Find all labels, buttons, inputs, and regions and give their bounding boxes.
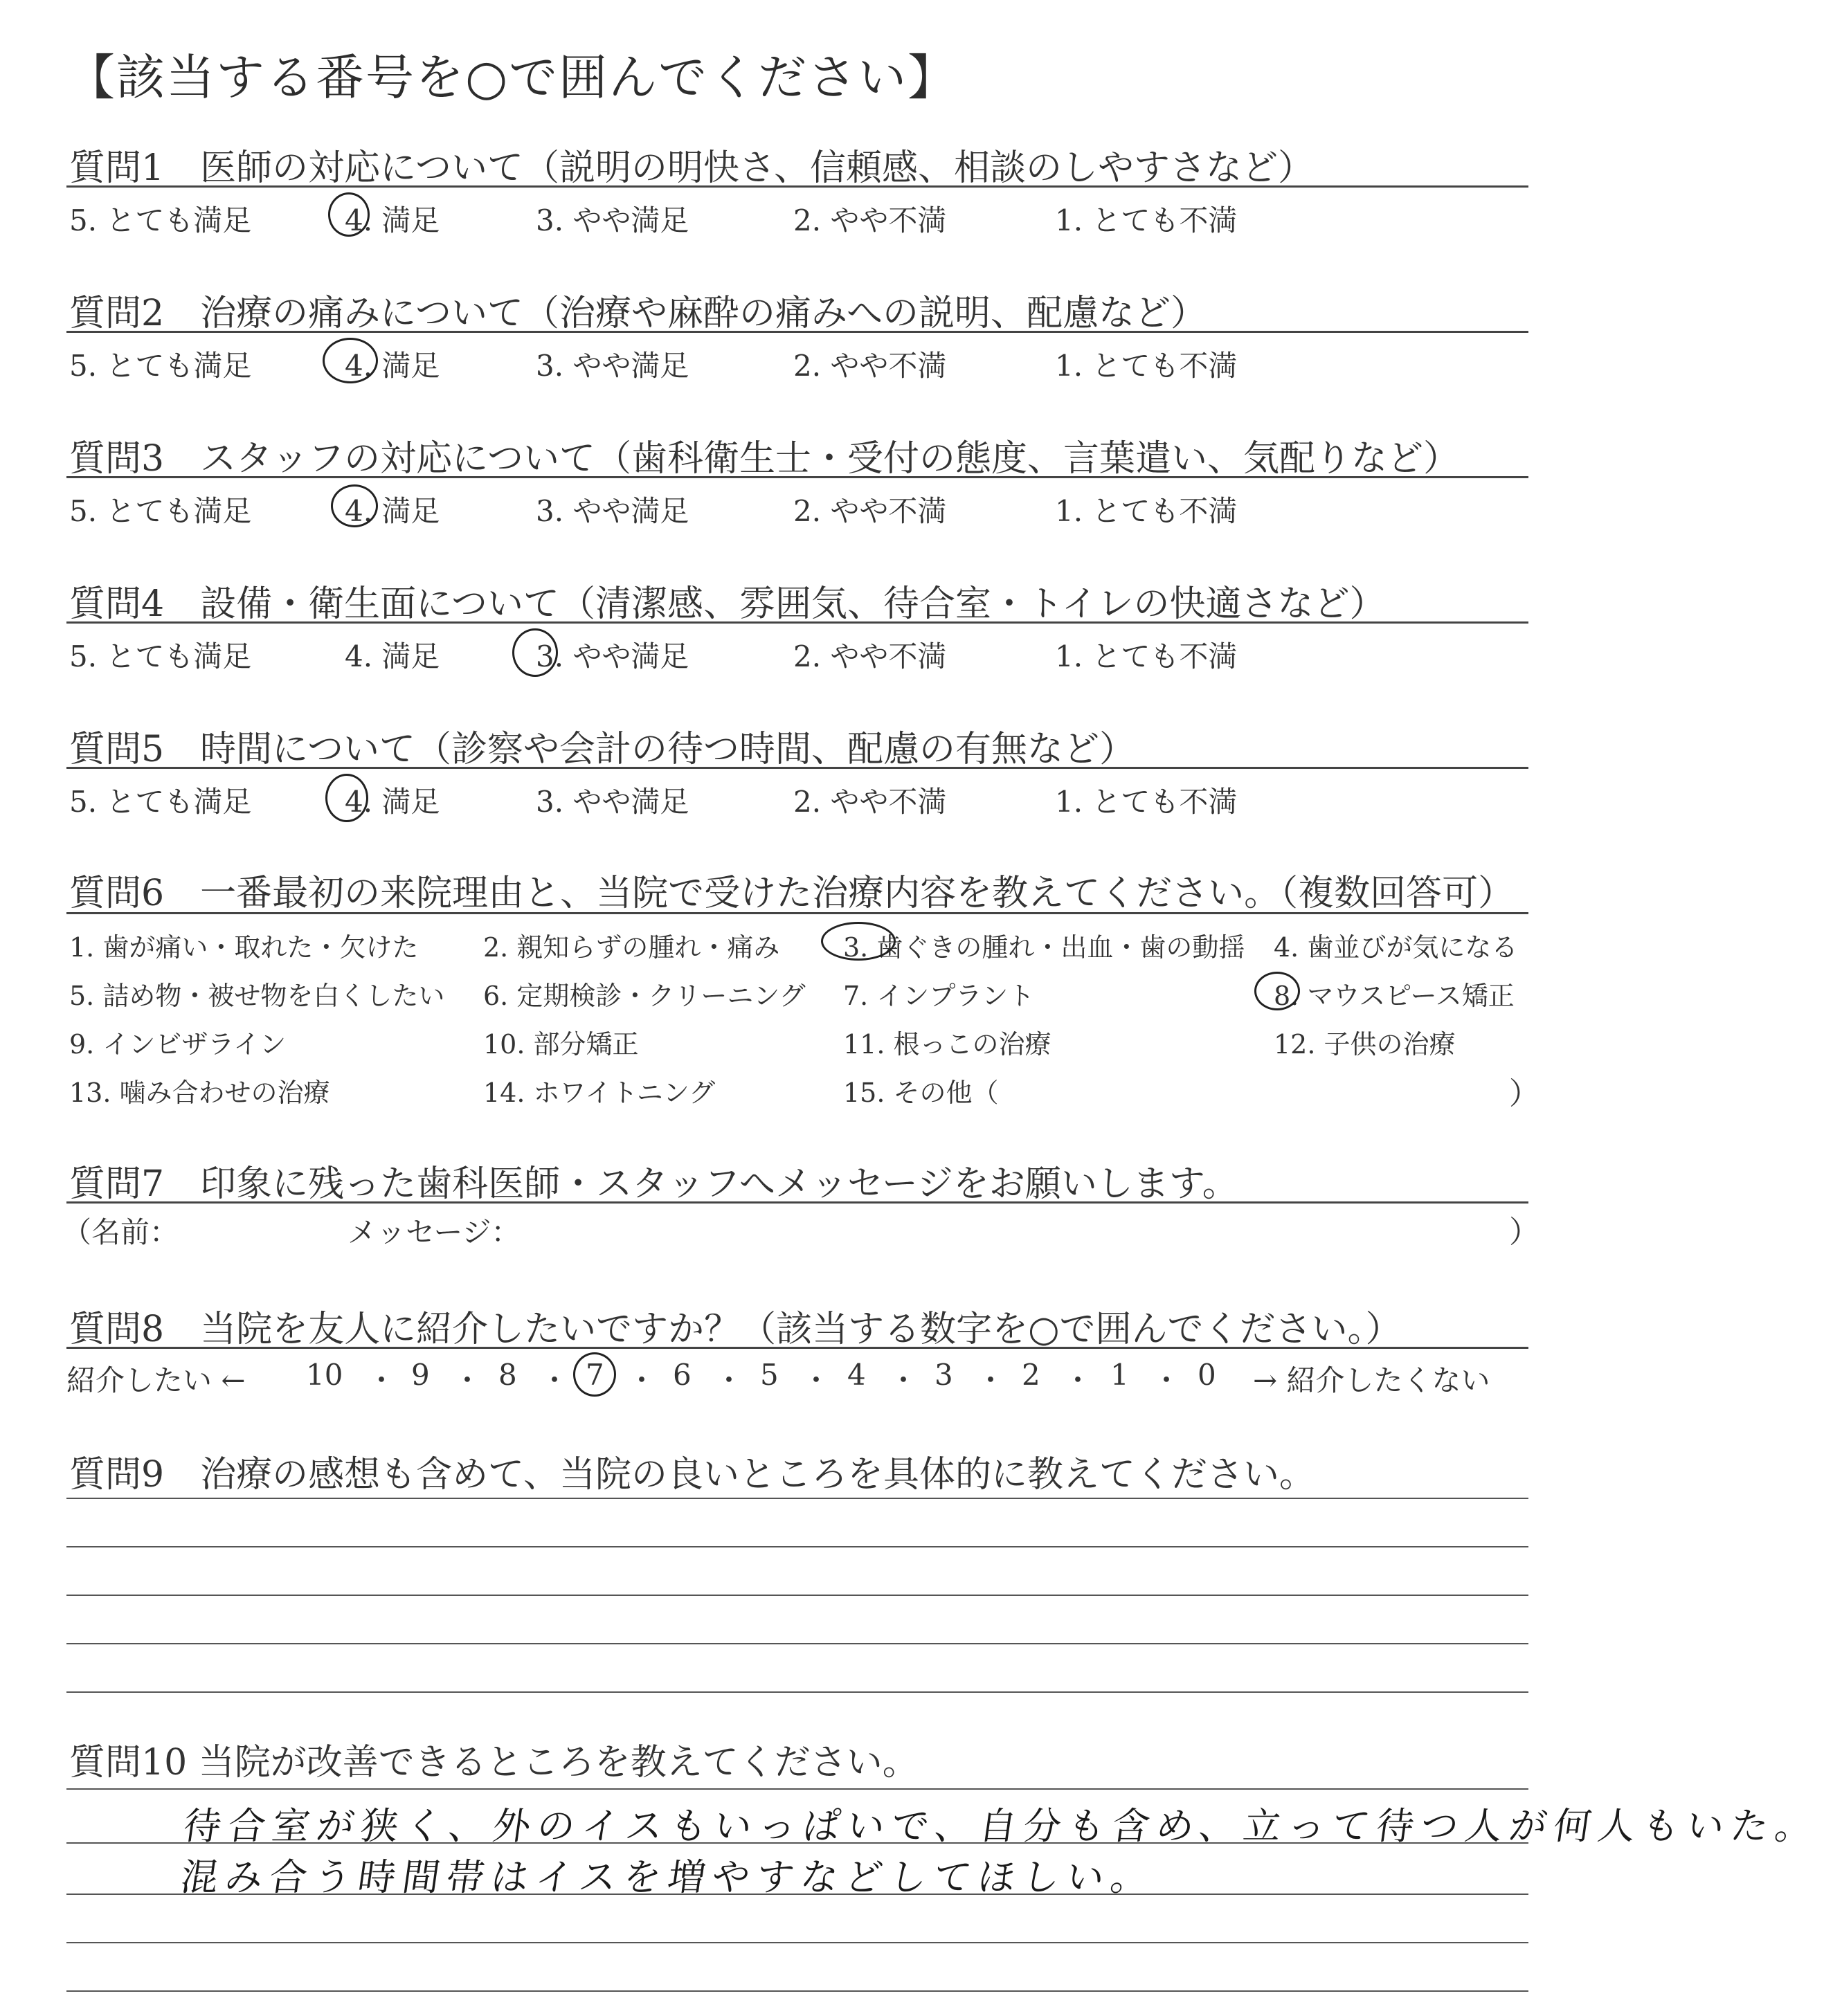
answer-line	[66, 1546, 1528, 1547]
question-6-title: 質問6 一番最初の来院理由と、当院で受けた治療内容を教えてください。（複数回答可）	[69, 873, 1515, 914]
treatment-item[interactable]: 10. 部分矯正	[483, 1029, 639, 1060]
selection-circle	[573, 1352, 616, 1397]
option-3[interactable]: 3. やや満足	[536, 494, 689, 528]
option-4[interactable]: 4. 満足	[345, 785, 440, 819]
answer-line	[66, 1788, 1528, 1790]
treatment-item[interactable]: 6. 定期検診・クリーニング	[483, 981, 806, 1011]
option-3[interactable]: 3. やや満足	[536, 349, 689, 383]
question-1-divider	[66, 185, 1528, 188]
option-4[interactable]: 4. 満足	[345, 494, 440, 528]
scale-separator: ・	[1063, 1363, 1093, 1397]
option-2[interactable]: 2. やや不満	[793, 785, 947, 819]
other-close-paren: ）	[1509, 1076, 1539, 1111]
option-4[interactable]: 4. 満足	[345, 349, 440, 383]
option-2[interactable]: 2. やや不満	[793, 494, 947, 528]
question-5-title: 質問5 時間について（診察や会計の待つ時間、配慮の有無など）	[69, 729, 1136, 770]
treatment-item[interactable]: 15. その他（	[843, 1078, 999, 1108]
question-10-title: 質問10 当院が改善できるところを教えてください。	[69, 1742, 919, 1783]
option-5[interactable]: 5. とても満足	[69, 639, 252, 673]
option-4[interactable]: 4. 満足	[345, 639, 440, 673]
scale-separator: ・	[627, 1363, 657, 1397]
option-5[interactable]: 5. とても満足	[69, 785, 252, 819]
answer-line	[66, 1691, 1528, 1693]
treatment-item[interactable]: 11. 根っこの治療	[843, 1029, 1051, 1060]
treatment-item[interactable]: 14. ホワイトニング	[483, 1078, 716, 1108]
option-5[interactable]: 5. とても満足	[69, 349, 252, 383]
option-1[interactable]: 1. とても不満	[1055, 494, 1238, 528]
scale-value[interactable]: 1	[1110, 1358, 1129, 1392]
scale-right-label: → 紹介したくない	[1253, 1363, 1490, 1397]
scale-separator: ・	[976, 1363, 1006, 1397]
treatment-item[interactable]: 5. 詰め物・被せ物を白くしたい	[69, 981, 445, 1011]
answer-line	[66, 1990, 1528, 1992]
option-2[interactable]: 2. やや不満	[793, 639, 947, 673]
option-1[interactable]: 1. とても不満	[1055, 785, 1238, 819]
scale-value[interactable]: 5	[760, 1358, 779, 1392]
answer-line	[66, 1894, 1528, 1895]
question-4-divider	[66, 621, 1528, 624]
question-1-title: 質問1 医師の対応について（説明の明快さ、信頼感、相談のしやすさなど）	[69, 147, 1314, 189]
selection-circle	[328, 192, 370, 237]
treatment-item[interactable]: 7. インプラント	[843, 981, 1035, 1011]
question-8-divider	[66, 1347, 1528, 1349]
option-4[interactable]: 4. 満足	[345, 203, 440, 237]
scale-value[interactable]: 7	[586, 1358, 604, 1392]
option-1[interactable]: 1. とても不満	[1055, 203, 1238, 237]
option-3[interactable]: 3. やや満足	[536, 785, 689, 819]
option-3[interactable]: 3. やや満足	[536, 203, 689, 237]
question-4-title: 質問4 設備・衛生面について（清潔感、雰囲気、待合室・トイレの快適さなど）	[69, 583, 1386, 625]
scale-value[interactable]: 8	[498, 1358, 517, 1392]
scale-separator: ・	[802, 1363, 831, 1397]
scale-left-label: 紹介したい ←	[66, 1363, 246, 1397]
scale-value[interactable]: 0	[1198, 1358, 1216, 1392]
treatment-item[interactable]: 4. 歯並びが気になる	[1274, 932, 1518, 963]
option-2[interactable]: 2. やや不満	[793, 203, 947, 237]
treatment-item[interactable]: 12. 子供の治療	[1274, 1029, 1456, 1060]
scale-separator: ・	[453, 1363, 482, 1397]
selection-circle	[512, 628, 558, 677]
scale-value[interactable]: 10	[306, 1358, 343, 1392]
selection-circle	[1254, 972, 1300, 1010]
handwritten-answer-line-2: 混み合う時間帯はイスを増やすなどしてほしい。	[178, 1855, 1159, 1899]
treatment-item[interactable]: 9. インビザライン	[69, 1029, 287, 1060]
question-2-title: 質問2 治療の痛みについて（治療や麻酔の痛みへの説明、配慮など）	[69, 293, 1207, 334]
treatment-item[interactable]: 1. 歯が痛い・取れた・欠けた	[69, 932, 419, 963]
scale-value[interactable]: 9	[411, 1358, 430, 1392]
answer-line	[66, 1643, 1528, 1644]
option-1[interactable]: 1. とても不満	[1055, 349, 1238, 383]
treatment-item[interactable]: 3. 歯ぐきの腫れ・出血・歯の動揺	[843, 932, 1245, 963]
selection-circle	[325, 774, 368, 822]
question-8-title: 質問8 当院を友人に紹介したいですか？（該当する数字を○で囲んでください。）	[69, 1309, 1402, 1350]
handwritten-answer-line-1: 待合室が狭く、外のイスもいっぱいで、自分も含め、立って待つ人が何人もいた。	[181, 1804, 1823, 1848]
question-7-divider	[66, 1201, 1528, 1204]
scale-value[interactable]: 6	[673, 1358, 692, 1392]
page-title: 【該当する番号を○で囲んでください】	[66, 49, 958, 106]
scale-value[interactable]: 4	[847, 1358, 866, 1392]
answer-line	[66, 1595, 1528, 1596]
selection-circle	[323, 338, 378, 383]
answer-line	[66, 1942, 1528, 1943]
question-5-divider	[66, 767, 1528, 769]
message-label: メッセージ：	[347, 1215, 521, 1249]
question-6-divider	[66, 912, 1528, 914]
scale-value[interactable]: 2	[1022, 1358, 1040, 1392]
name-label: （名前：	[62, 1215, 179, 1249]
question-7-title: 質問7 印象に残った歯科医師・スタッフへメッセージをお願いします。	[69, 1163, 1238, 1205]
option-3[interactable]: 3. やや満足	[536, 639, 689, 673]
option-1[interactable]: 1. とても不満	[1055, 639, 1238, 673]
scale-separator: ・	[889, 1363, 919, 1397]
selection-circle	[821, 922, 896, 961]
option-5[interactable]: 5. とても満足	[69, 203, 252, 237]
scale-separator: ・	[367, 1363, 397, 1397]
scale-value[interactable]: 3	[934, 1358, 953, 1392]
question-3-divider	[66, 476, 1528, 478]
scale-separator: ・	[540, 1363, 570, 1397]
scale-separator: ・	[714, 1363, 744, 1397]
question-9-title: 質問9 治療の感想も含めて、当院の良いところを具体的に教えてください。	[69, 1454, 1316, 1496]
treatment-item[interactable]: 8. マウスピース矯正	[1274, 981, 1515, 1011]
answer-line	[66, 1498, 1528, 1499]
answer-line	[66, 1842, 1528, 1844]
question-2-divider	[66, 331, 1528, 333]
option-2[interactable]: 2. やや不満	[793, 349, 947, 383]
scale-separator: ・	[1152, 1363, 1182, 1397]
treatment-item[interactable]: 13. 噛み合わせの治療	[69, 1078, 330, 1108]
treatment-item[interactable]: 2. 親知らずの腫れ・痛み	[483, 932, 780, 963]
message-close-paren: ）	[1509, 1215, 1539, 1250]
option-5[interactable]: 5. とても満足	[69, 494, 252, 528]
selection-circle	[331, 484, 378, 527]
question-3-title: 質問3 スタッフの対応について（歯科衛生士・受付の態度、言葉遣い、気配りなど）	[69, 438, 1460, 480]
